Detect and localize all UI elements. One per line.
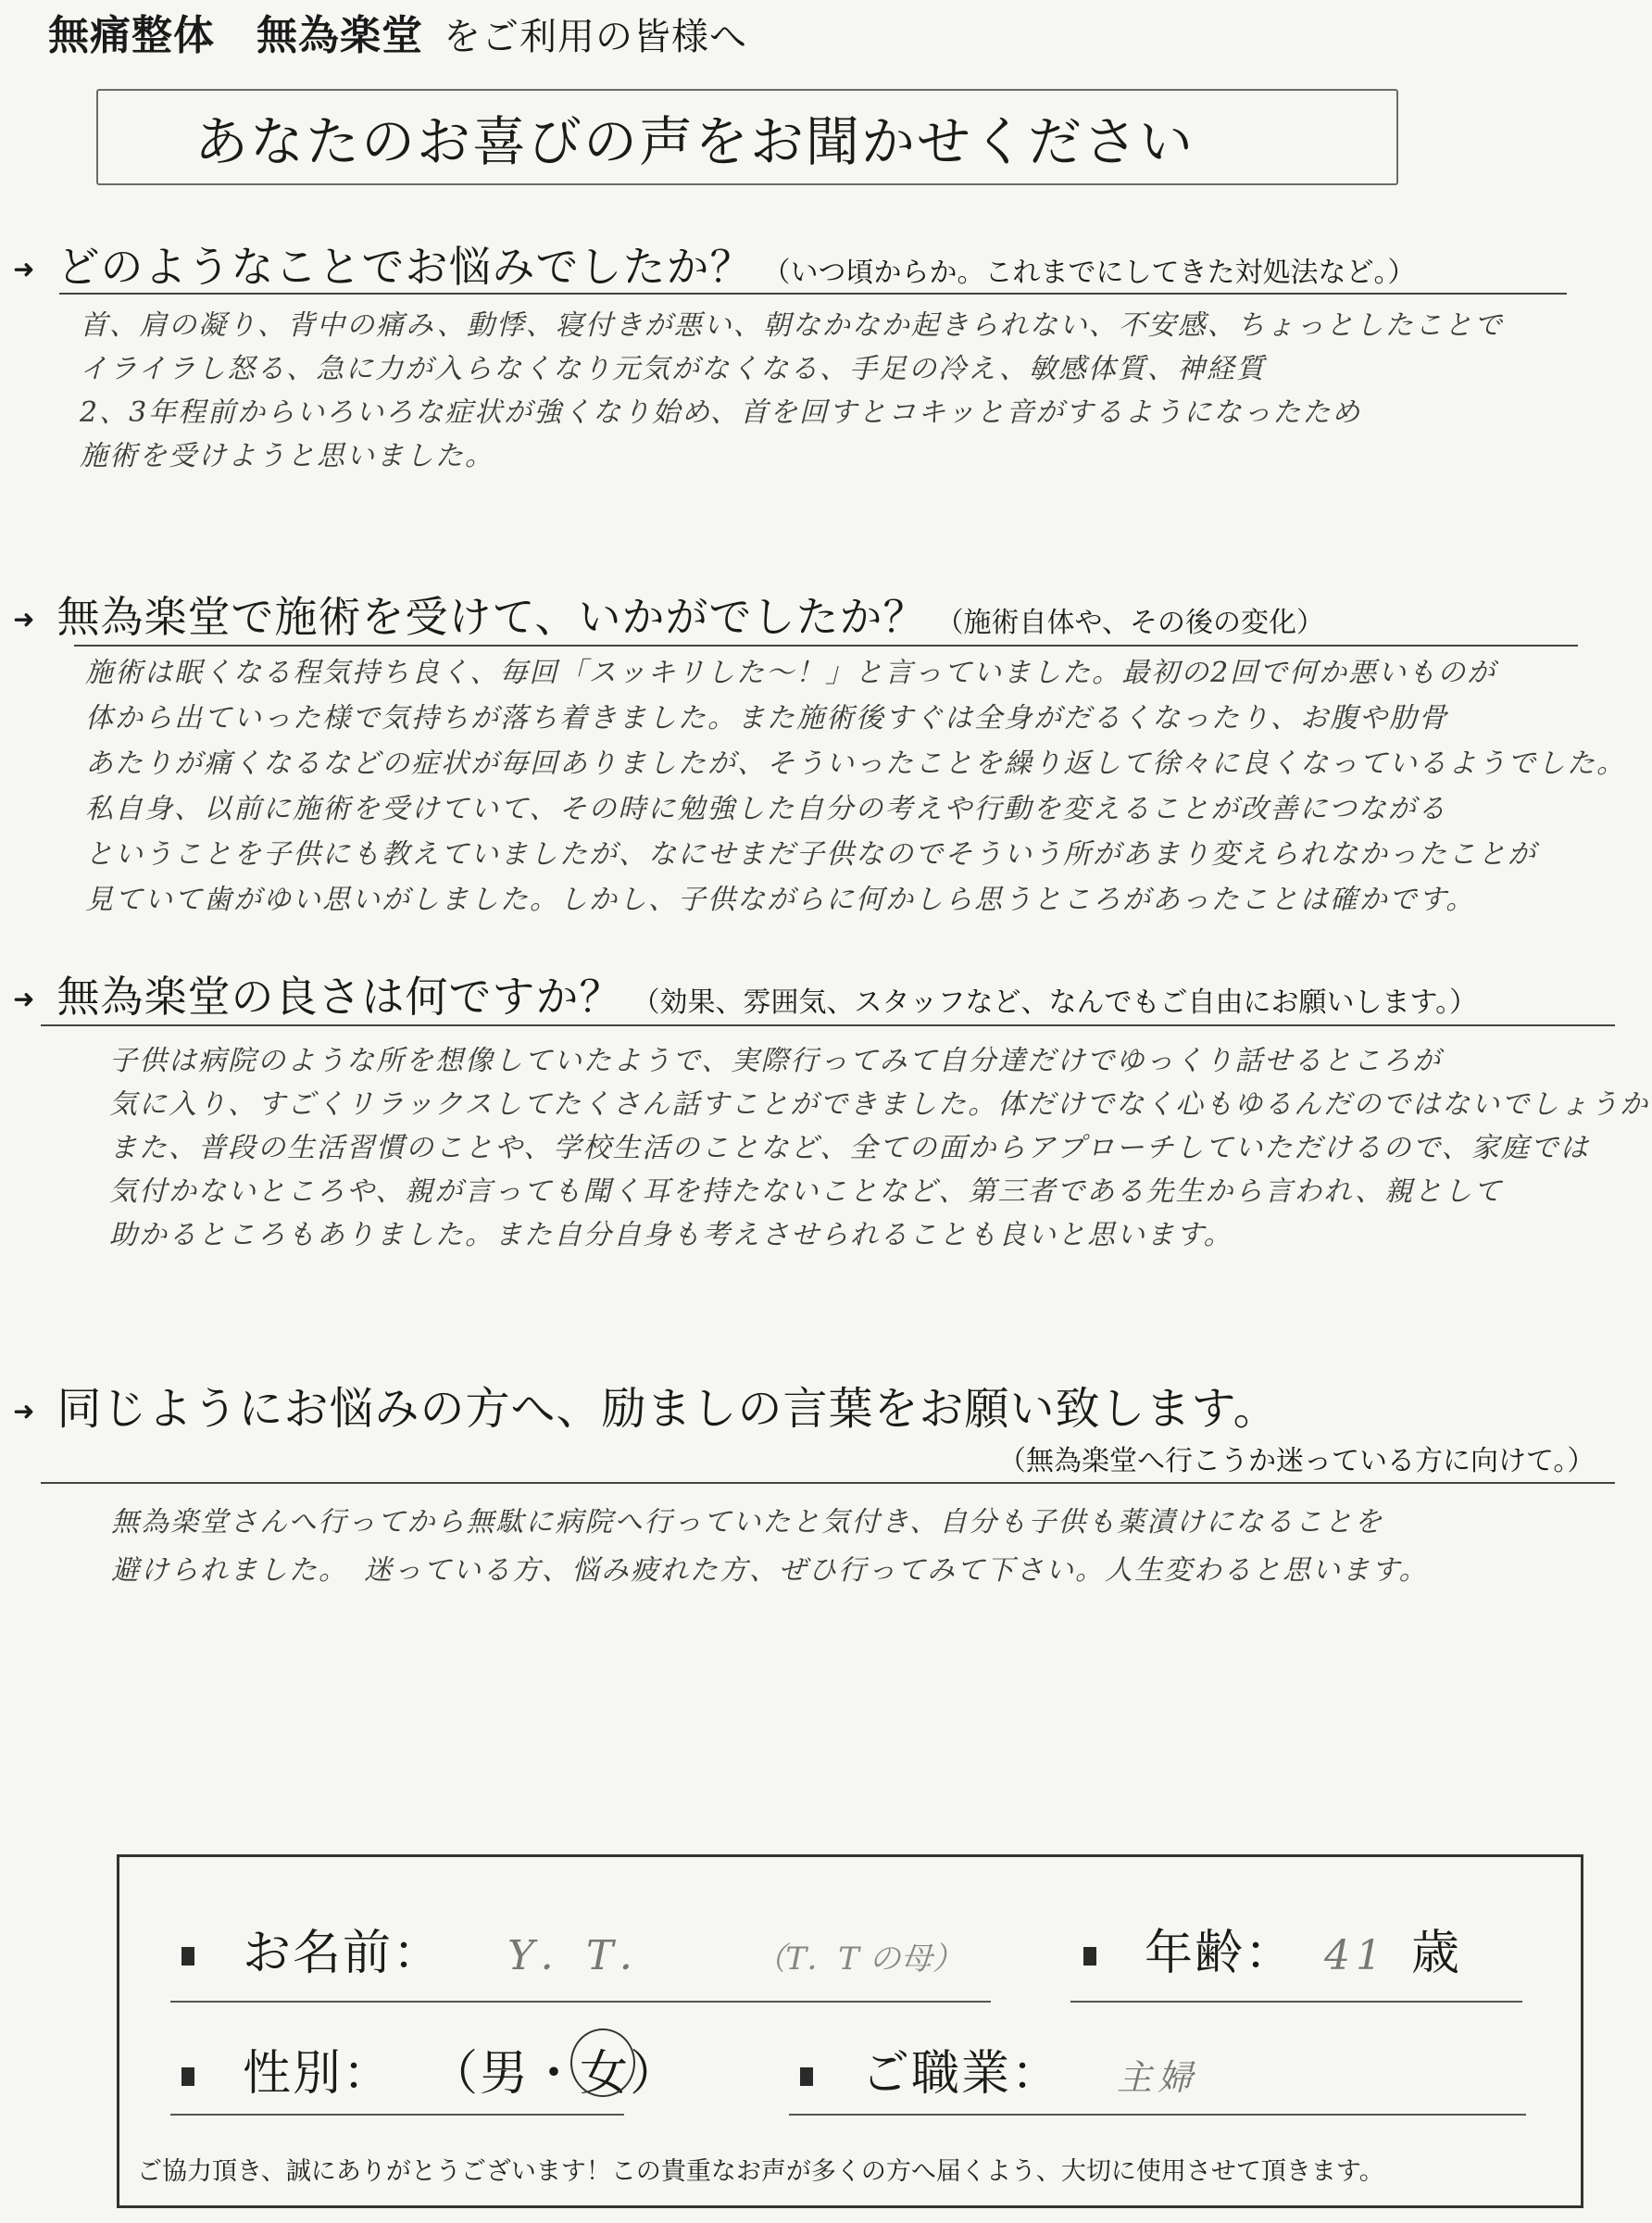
clinic-name: 無痛整体 無為楽堂 <box>48 12 423 59</box>
answer-line: 避けられました。 迷っている方、悩み疲れた方、ぜひ行ってみて下さい。人生変わると思います。 <box>111 1554 1429 1587</box>
name-relation: （T．T の母） <box>754 1940 964 1978</box>
answer-line: 2、3年程前からいろいろな症状が強くなり始め、首を回すとコキッと音がするようになったため <box>80 396 1362 429</box>
section-3-note: （効果、雰囲気、スタッフなど、なんでもご自由にお願いします。） <box>632 986 1478 1019</box>
section-2-rule <box>74 645 1578 647</box>
age-value: 41 <box>1324 1932 1388 1979</box>
section-2-answer <box>85 650 1626 923</box>
section-4-note: （無為楽堂へ行こうか迷っている方に向けて。） <box>998 1445 1596 1477</box>
section-3-answer <box>109 1039 1649 1257</box>
section-3-heading <box>13 963 1477 1024</box>
answer-line: 私自身、以前に施術を受けていて、その時に勉強した自分の考えや行動を変えることが改善につながる <box>85 793 1447 825</box>
occupation-field <box>800 2034 1198 2104</box>
occupation-underline <box>789 2114 1526 2116</box>
section-1-rule <box>59 293 1567 295</box>
arrow-bullet-icon: ➜ <box>13 254 35 284</box>
occupation-label: ご職業： <box>861 2046 1062 2102</box>
selection-circle-icon <box>570 2028 635 2097</box>
section-4-rule <box>41 1482 1615 1484</box>
gender-close-paren: ） <box>630 2046 681 2102</box>
form-title-box <box>96 89 1398 185</box>
section-1-heading <box>13 233 1415 295</box>
section-2-heading <box>13 584 1324 645</box>
arrow-bullet-icon: ➜ <box>13 604 35 634</box>
gender-selected <box>580 2034 630 2104</box>
name-label: お名前： <box>243 1926 444 1981</box>
age-field <box>1083 1914 1461 1983</box>
age-underline <box>1070 2001 1522 2003</box>
gender-male: 男 <box>480 2046 531 2102</box>
section-1-answer <box>80 304 1504 478</box>
section-1-note: （いつ頃からか。これまでにしてきた対処法など。） <box>762 257 1416 289</box>
answer-line: 子供は病院のような所を想像していたようで、実際行ってみて自分達だけでゆっくり話せるところが <box>109 1045 1443 1077</box>
answer-line: 無為楽堂さんへ行ってから無駄に病院へ行っていたと気付き、自分も子供も薬漬けになることを <box>111 1506 1384 1539</box>
clinic-header <box>48 2 747 61</box>
gender-female: 女 <box>580 2046 631 2102</box>
answer-line: また、普段の生活習慣のことや、学校生活のことなど、全ての面からアプローチしていただけるので、家庭では <box>109 1132 1590 1164</box>
section-2-note: （施術自体や、その後の変化） <box>935 607 1324 639</box>
answer-line: 施術は眠くなる程気持ち良く、毎回「スッキリした〜！」と言っていました。最初の2回で何か悪いものが <box>85 657 1497 689</box>
answer-line: 見ていて歯がゆい思いがしました。しかし、子供ながらに何かしら思うところがあったことは確かです。 <box>85 884 1476 916</box>
name-field <box>181 1914 964 1983</box>
arrow-bullet-icon: ➜ <box>13 984 35 1014</box>
section-1-title: どのようなことでお悩みでしたか？ <box>56 242 754 292</box>
gender-open-paren: （ <box>430 2046 481 2102</box>
section-4-answer <box>111 1499 1429 1595</box>
arrow-bullet-icon: ➜ <box>13 1396 35 1426</box>
answer-line: 首、肩の凝り、背中の痛み、動悸、寝付きが悪い、朝なかなか起きられない、不安感、ちょっとしたことで <box>80 309 1504 342</box>
square-bullet-icon <box>181 2067 194 2086</box>
greeting-text: をご利用の皆様へ <box>444 16 747 58</box>
section-3-rule <box>41 1024 1615 1026</box>
answer-line: ということを子供にも教えていましたが、なにせまだ子供なのでそういう所があまり変えられなかったことが <box>85 838 1537 871</box>
gender-underline <box>170 2114 624 2116</box>
form-title: あなたのお喜びの声をお聞かせください <box>194 110 1195 173</box>
answer-line: イライラし怒る、急に力が入らなくなり元気がなくなる、手足の冷え、敏感体質、神経質 <box>80 353 1266 385</box>
thank-you-note: ご協力頂き、誠にありがとうございます！この貴重なお声が多くの方へ届くよう、大切に使用させて頂きます。 <box>137 2157 1384 2186</box>
square-bullet-icon <box>181 1947 194 1966</box>
answer-line: 体から出ていった様で気持ちが落ち着きました。また施術後すぐは全身がだるくなったり、お腹や肋骨 <box>85 702 1448 735</box>
gender-label: 性別： <box>243 2046 394 2102</box>
square-bullet-icon <box>1083 1947 1096 1966</box>
name-underline <box>170 2001 991 2003</box>
gender-field <box>181 2034 680 2104</box>
square-bullet-icon <box>800 2067 813 2086</box>
answer-line: 気に入り、すごくリラックスしてたくさん話すことができました。体だけでなく心もゆるんだのではないでしょうか <box>109 1088 1650 1121</box>
section-2-title: 無為楽堂で施術を受けて、いかがでしたか？ <box>56 592 927 642</box>
age-unit: 歳 <box>1411 1926 1462 1981</box>
answer-line: 助かるところもありました。また自分自身も考えさせられることも良いと思います。 <box>109 1219 1233 1251</box>
section-4-title: 同じようにお悩みの方へ、励ましの言葉をお願い致します。 <box>56 1383 1279 1435</box>
age-label: 年齢： <box>1145 1926 1295 1981</box>
answer-line: あたりが痛くなるなどの症状が毎回ありましたが、そういったことを繰り返して徐々に良くなっているようでした。 <box>85 747 1626 780</box>
gender-separator: ・ <box>530 2046 581 2102</box>
occupation-value: 主婦 <box>1117 2057 1199 2098</box>
name-value: Y．T． <box>507 1932 666 1979</box>
answer-line: 施術を受けようと思いました。 <box>80 440 494 472</box>
section-4-heading <box>13 1373 1279 1437</box>
answer-line: 気付かないところや、親が言っても聞く耳を持たないことなど、第三者である先生から言われ、親として <box>109 1175 1504 1208</box>
section-3-title: 無為楽堂の良さは何ですか？ <box>56 972 623 1022</box>
